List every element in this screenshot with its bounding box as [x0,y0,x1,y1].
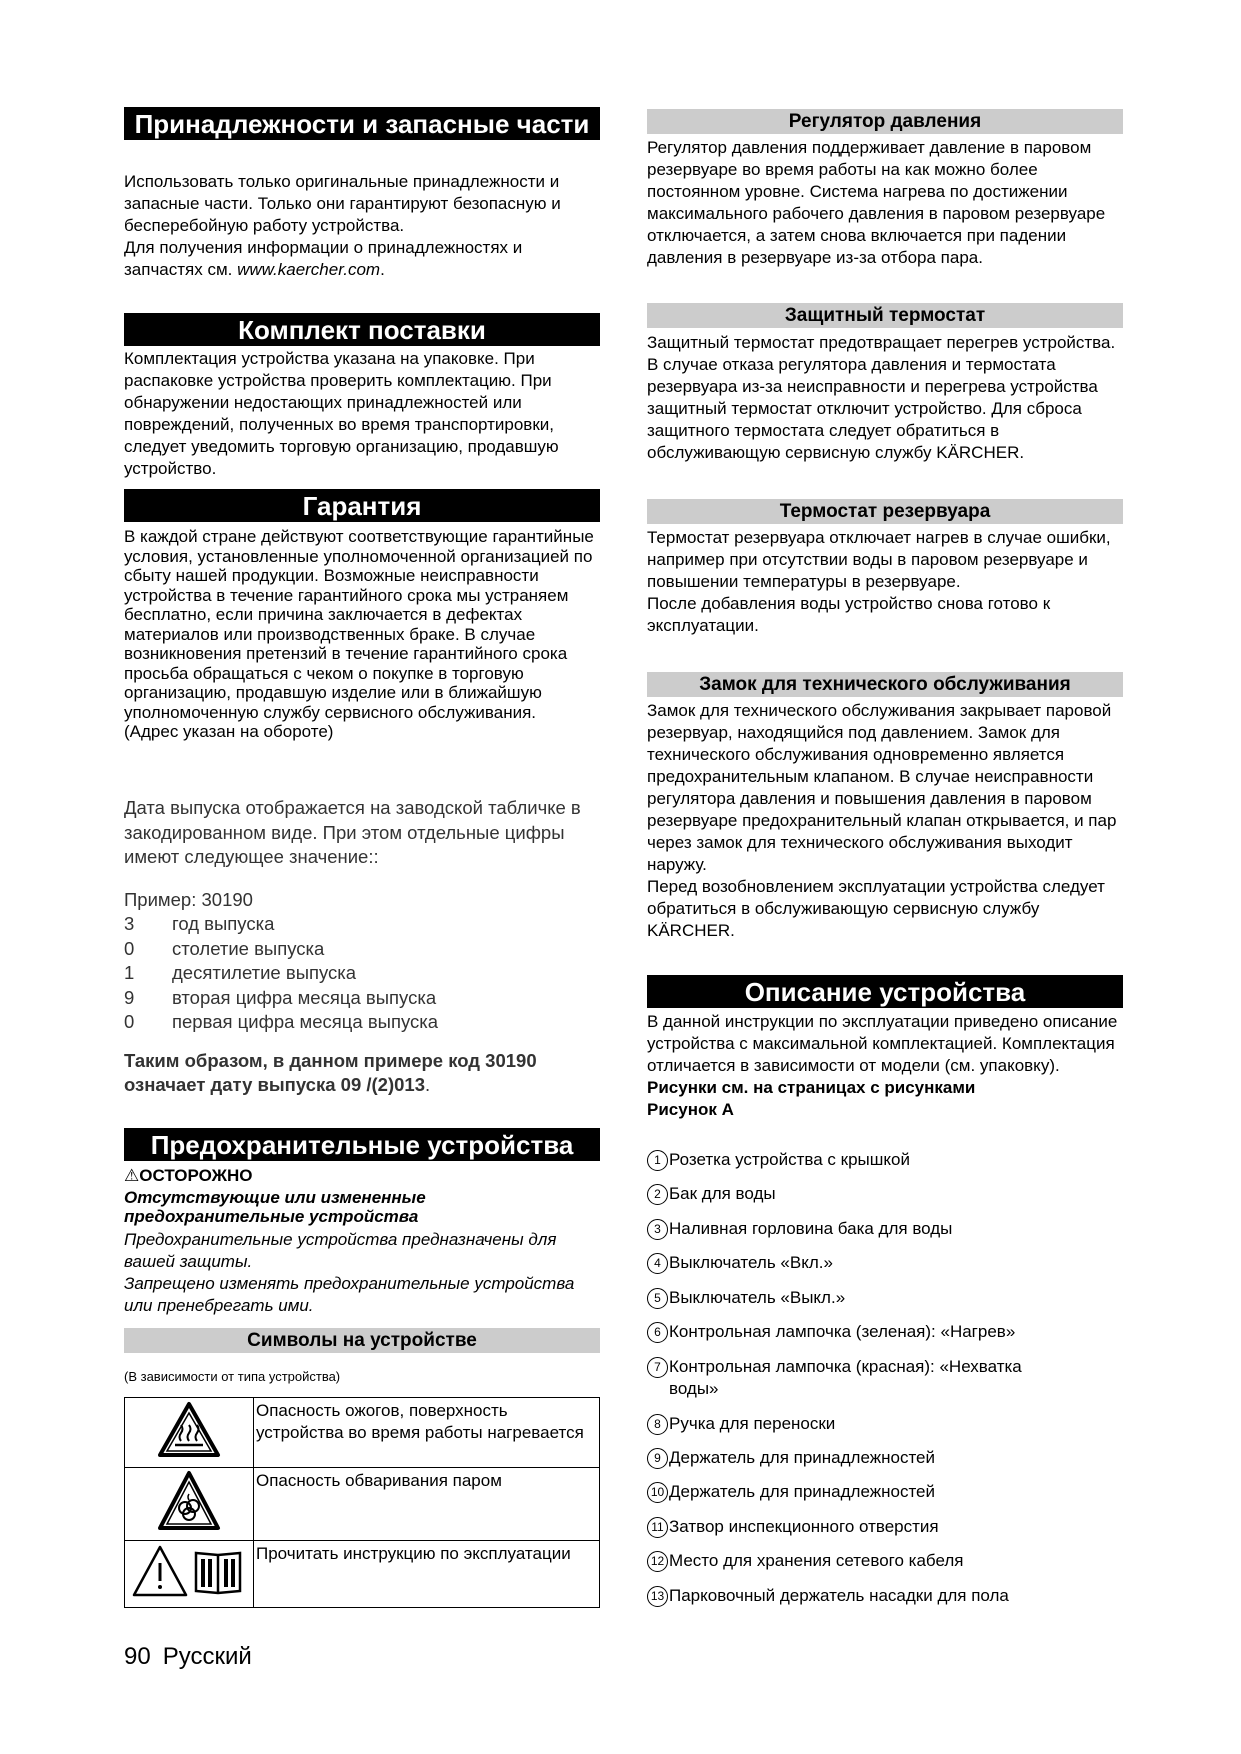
code-digit: 3 [124,913,135,934]
production-date-conclusion-bold: Таким образом, в данном примере код 30190 означает дату выпуска 09 /(2)013 [124,1049,537,1095]
footer-language: Русский [162,1643,252,1670]
hot-surface-icon [125,1398,254,1468]
accessories-paragraph-2 [124,237,600,281]
component-item [647,1550,1123,1572]
tank-thermostat-heading: Термостат резервуара [647,499,1123,524]
symbols-table [124,1397,600,1608]
component-number: 4 [647,1253,668,1274]
tank-thermostat-paragraph-1: Термостат резервуара отключает нагрев в случае ошибки, например при отсутствии воды в паровом резервуаре и повышении температуры в резервуаре. [647,528,1111,591]
code-digit: 9 [124,986,135,1008]
warranty-text [124,527,600,742]
symbol-text: Прочитать инструкцию по эксплуатации [254,1541,600,1608]
warning-label: ⚠ОСТОРОЖНО [124,1166,253,1185]
figures-note: Рисунки см. на страницах с рисунками [647,1078,976,1097]
component-item [647,1183,1123,1205]
page-number: 90 [124,1643,151,1670]
component-item [647,1481,1123,1503]
production-date-conclusion-end: . [425,1074,431,1095]
safety-paragraph-2: Запрещено изменять предохранительные устройства или пренебрегать ими. [124,1273,575,1315]
component-number: 13 [647,1586,668,1607]
production-date-intro: Дата выпуска отображается на заводской табличке в закодированном виде. При этом отдельные цифры имеют следующее значение:: [124,797,581,867]
pressure-regulator-heading: Регулятор давления [647,109,1123,134]
component-item [647,1447,1123,1469]
code-row [124,937,584,962]
component-label: Выключатель «Выкл.» [669,1288,846,1307]
component-label: Наливная горловина бака для воды [669,1219,953,1238]
safety-heading: Предохранительные устройства [124,1128,600,1161]
kaercher-link[interactable]: www.kaercher.com [237,260,381,279]
page-footer [124,1643,252,1671]
accessories-p2-end: . [380,260,385,279]
accessories-p2-text: Для получения информации о принадлежностях и запчастях см. [124,238,523,279]
warranty-heading: Гарантия [124,489,600,522]
component-number: 8 [647,1414,668,1435]
symbol-text: Опасность обваривания паром [254,1468,600,1541]
tank-thermostat-paragraph-2: После добавления воды устройство снова готово к эксплуатации. [647,594,1051,635]
component-number: 9 [647,1448,668,1469]
code-row [124,986,584,1011]
pressure-regulator-text: Регулятор давления поддерживает давление в паровом резервуаре во время работы на как можно более постоянном уровне. Система нагрева по достижении максимального рабочего давления в паровом резервуаре отключается, а затем снова включается при падении давления в резервуаре из-за отбора пара. [647,138,1106,267]
code-meaning: год выпуска [172,913,275,934]
component-number: 2 [647,1184,668,1205]
safety-paragraph-1: Предохранительные устройства предназначены для вашей защиты. [124,1229,557,1271]
component-number: 11 [647,1517,668,1538]
code-meaning: первая цифра месяца выпуска [172,1011,439,1032]
code-digit: 1 [124,962,135,983]
delivery-text: Комплектация устройства указана на упаковке. При распаковке устройства проверить комплектацию. При обнаружении недостающих принадлежностей или повреждений, полученных во время транспортировки, следует уведомить торговую организацию, продавшую устройство. [124,349,559,478]
tank-thermostat-text [647,527,1123,637]
component-label: Бак для воды [669,1184,776,1203]
component-label: Парковочный держатель насадки для пола [669,1586,1009,1605]
delivery-heading: Комплект поставки [124,313,600,346]
steam-scald-icon [125,1468,254,1541]
component-label: Место для хранения сетевого кабеля [669,1551,964,1570]
component-label: Контрольная лампочка (красная): «Нехватка воды» [669,1357,1022,1398]
component-label: Ручка для переноски [669,1414,836,1433]
component-number: 10 [647,1482,668,1503]
component-label: Держатель для принадлежностей [669,1448,935,1467]
code-meaning: десятилетие выпуска [172,962,357,983]
accessories-text [124,171,600,281]
component-label: Выключатель «Вкл.» [669,1253,833,1272]
safety-thermostat-heading: Защитный термостат [647,303,1123,328]
description-heading: Описание устройства [647,975,1123,1008]
component-number: 7 [647,1357,668,1378]
service-lock-heading: Замок для технического обслуживания [647,672,1123,697]
component-number: 3 [647,1219,668,1240]
symbol-text: Опасность ожогов, поверхность устройства во время работы нагревается [254,1398,600,1468]
component-item [647,1321,1123,1343]
warranty-paragraph: В каждой стране действуют соответствующие гарантийные условия, установленные уполномоченной организацией по сбыту нашей продукции. Возможные неисправности устройства в течение гарантийного срока мы устраняем бесплатно, если причина заключается в дефектах материалов или производственных браке. В случае возникновения претензий в течение гарантийного срока просьба обращаться с чеком о покупке в торговую организацию, продавшую изделие или в ближайшую уполномоченную службу сервисного обслуживания. [124,527,594,722]
accessories-paragraph-1: Использовать только оригинальные принадлежности и запасные части. Только они гарантируют безопасную и бесперебойную работу устройства. [124,172,561,235]
symbol-row [125,1468,600,1541]
production-date-conclusion [124,1049,584,1098]
code-meaning: вторая цифра месяца выпуска [172,986,437,1008]
symbols-note: (В зависимости от типа устройства) [124,1369,341,1384]
service-lock-paragraph-2: Перед возобновлением эксплуатации устройства следует обратиться в обслуживающую сервисную службу KÄRCHER. [647,877,1105,940]
production-date-example: Пример: 30190 [124,888,253,910]
service-lock-text [647,700,1123,942]
component-item [647,1413,1123,1435]
component-item [647,1516,1123,1538]
code-row [124,961,584,986]
code-digit: 0 [124,1011,135,1032]
warranty-address: (Адрес указан на обороте) [124,722,334,741]
component-number: 12 [647,1551,668,1572]
code-digit: 0 [124,937,135,959]
code-row [124,912,584,937]
production-date-block [124,796,584,1098]
symbol-row [125,1398,600,1468]
safety-thermostat-text: Защитный термостат предотвращает перегрев устройства. В случае отказа регулятора давления и термостата резервуара из-за неисправности и перегрева устройства защитный термостат отключит устройство. Для сброса защитного термостата следует обратиться в обслуживающую сервисную службу KÄRCHER. [647,333,1116,462]
figure-label: Рисунок А [647,1100,734,1119]
safety-subtitle: Отсутствующие или измененные предохранительные устройства [124,1187,426,1226]
safety-text [124,1166,600,1317]
read-manual-icon [125,1541,254,1608]
component-label: Контрольная лампочка (зеленая): «Нагрев» [669,1322,1016,1341]
symbols-heading: Символы на устройстве [124,1328,600,1353]
component-number: 6 [647,1322,668,1343]
component-item [647,1356,1067,1400]
component-number: 5 [647,1288,668,1309]
code-row [124,1010,584,1035]
component-label: Розетка устройства с крышкой [669,1150,910,1169]
component-label: Держатель для принадлежностей [669,1482,935,1501]
symbol-row [125,1541,600,1608]
accessories-heading: Принадлежности и запасные части [124,107,600,140]
component-item [647,1287,1123,1309]
description-paragraph: В данной инструкции по эксплуатации приведено описание устройства с максимальной комплектацией. Комплектация отличается в зависимости от модели (см. упаковку). [647,1012,1118,1075]
component-item [647,1585,1123,1607]
component-number: 1 [647,1150,668,1171]
component-item [647,1218,1123,1240]
component-item [647,1149,1123,1171]
component-item [647,1252,1123,1274]
code-meaning: столетие выпуска [172,937,325,959]
service-lock-paragraph-1: Замок для технического обслуживания закрывает паровой резервуар, находящийся под давлением. Замок для технического обслуживания одновременно является предохранительным клапаном. В случае неисправности регулятора давления и повышения давления в паровом резервуаре предохранительный клапан открывается, и пар через замок для технического обслуживания выходит наружу. [647,701,1117,874]
component-label: Затвор инспекционного отверстия [669,1517,939,1536]
description-text [647,1011,1123,1121]
